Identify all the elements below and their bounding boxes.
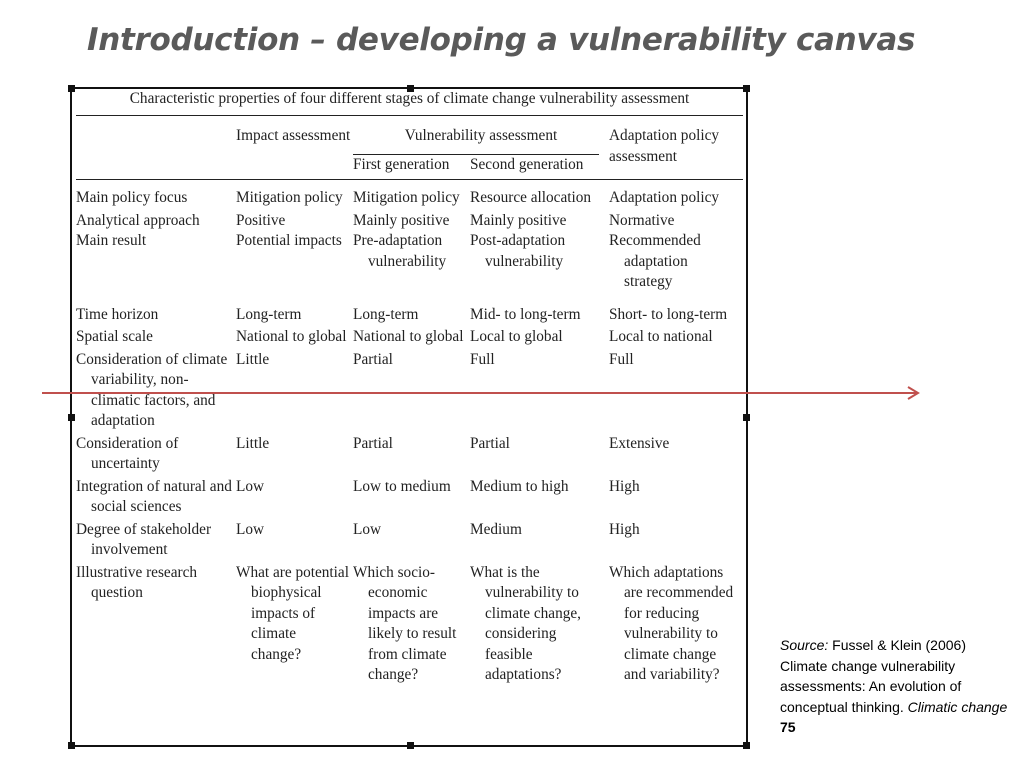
table-cell: Low [353,520,382,538]
table-cell: Full [609,350,634,368]
row-label: Illustrative research question [76,563,198,601]
table-cell: Mid- to long-term [470,305,581,323]
resize-handle-top-right[interactable] [743,85,750,92]
column-header-first-generation: First generation [353,155,470,180]
table-cell: Partial [353,434,393,452]
resize-handle-bottom-center[interactable] [407,742,414,749]
table-cell: Post-adaptation vulnerability [470,232,566,270]
table-row [76,180,743,211]
table-cell: Short- to long-term [609,305,728,323]
table-cell: Full [470,350,495,368]
table-cell: Resource allocation [470,189,592,206]
table-cell: Low [236,520,265,538]
row-label: Time horizon [76,305,159,323]
table-cell: Extensive [609,434,670,452]
column-header-second-generation: Second generation [470,155,609,180]
source-label: Source: [780,637,829,653]
source-volume: 75 [780,719,796,735]
source-journal: Climatic change [907,698,1008,715]
row-label: Degree of stakeholder involvement [76,520,212,558]
table-cell: High [609,520,640,538]
row-label: Consideration of climate variability, non-climatic factors, and adaptation [76,350,228,429]
table-cell: Long-term [236,305,302,323]
table-cell: Which socio-economic impacts are likely to result from climate change? [353,563,457,683]
table-cell: Mitigation policy [353,189,460,206]
resize-handle-top-left[interactable] [68,85,75,92]
table-cell: Little [236,434,270,452]
table-cell: Mainly positive [353,211,450,229]
table-cell: What are potential biophysical impacts of climate change? [236,563,349,663]
group-header-vulnerability-assessment [353,116,609,155]
table-row [76,305,743,328]
row-label: Main policy focus [76,189,188,206]
table-row [76,563,743,686]
table-cell: Long-term [353,305,419,323]
table-cell: Low [236,477,265,495]
table-cell: Local to national [609,328,713,345]
table-cell: Mitigation policy [236,189,343,206]
table-row [76,327,743,350]
table-row [76,520,743,563]
table-cell: Mainly positive [470,211,567,229]
row-label: Consideration of uncertainty [76,434,179,472]
table-row [76,211,743,232]
resize-handle-middle-right[interactable] [743,414,750,421]
source-text: Fussel & Klein (2006) Climate change vulnerability assessments: An evolution of conceptual thinking. [780,637,966,715]
table-cell: Medium to high [470,477,569,495]
resize-handle-middle-left[interactable] [68,414,75,421]
group-header-label: Vulnerability assessment [404,127,558,144]
table-row [76,434,743,477]
table-caption: Characteristic properties of four different stages of climate change vulnerability assessment [76,89,743,116]
table-row [76,231,743,305]
table-cell: Potential impacts [236,232,342,249]
table-row [76,477,743,520]
table-cell: Pre-adaptation vulnerability [353,232,447,270]
table-caption-row [76,89,743,116]
row-label: Integration of natural and social sciences [76,477,232,515]
table-cell: Low to medium [353,477,451,495]
row-label: Analytical approach [76,211,200,229]
source-citation [780,635,1016,738]
table-cell: Recommended adaptation strategy [609,232,701,290]
table-cell: National to global [353,328,464,345]
row-label: Spatial scale [76,328,153,345]
row-label: Main result [76,232,147,249]
table-cell: Partial [353,350,393,368]
column-header-impact-assessment: Impact assessment [236,116,353,180]
header-row-1 [76,116,743,155]
table-cell: Local to global [470,328,563,345]
horizontal-arrow-icon[interactable] [42,384,927,402]
table-cell: Which adaptations are recommended for reducing vulnerability to climate change and variability? [609,563,734,683]
table-figure[interactable] [70,87,748,747]
column-header-adaptation-policy: Adaptation policy assessment [609,116,743,180]
table-cell: Adaptation policy [609,189,720,206]
table-cell: High [609,477,640,495]
resize-handle-bottom-left[interactable] [68,742,75,749]
table-cell: Partial [470,434,510,452]
table-cell: Medium [470,520,522,538]
table-cell: Normative [609,211,675,229]
table-cell: What is the vulnerability to climate change, considering feasible adaptations? [470,563,581,683]
slide-title: Introduction – developing a vulnerability canvas [87,22,916,58]
resize-handle-bottom-right[interactable] [743,742,750,749]
table-cell: National to global [236,328,347,345]
table-cell: Positive [236,211,286,229]
table-cell: Little [236,350,270,368]
